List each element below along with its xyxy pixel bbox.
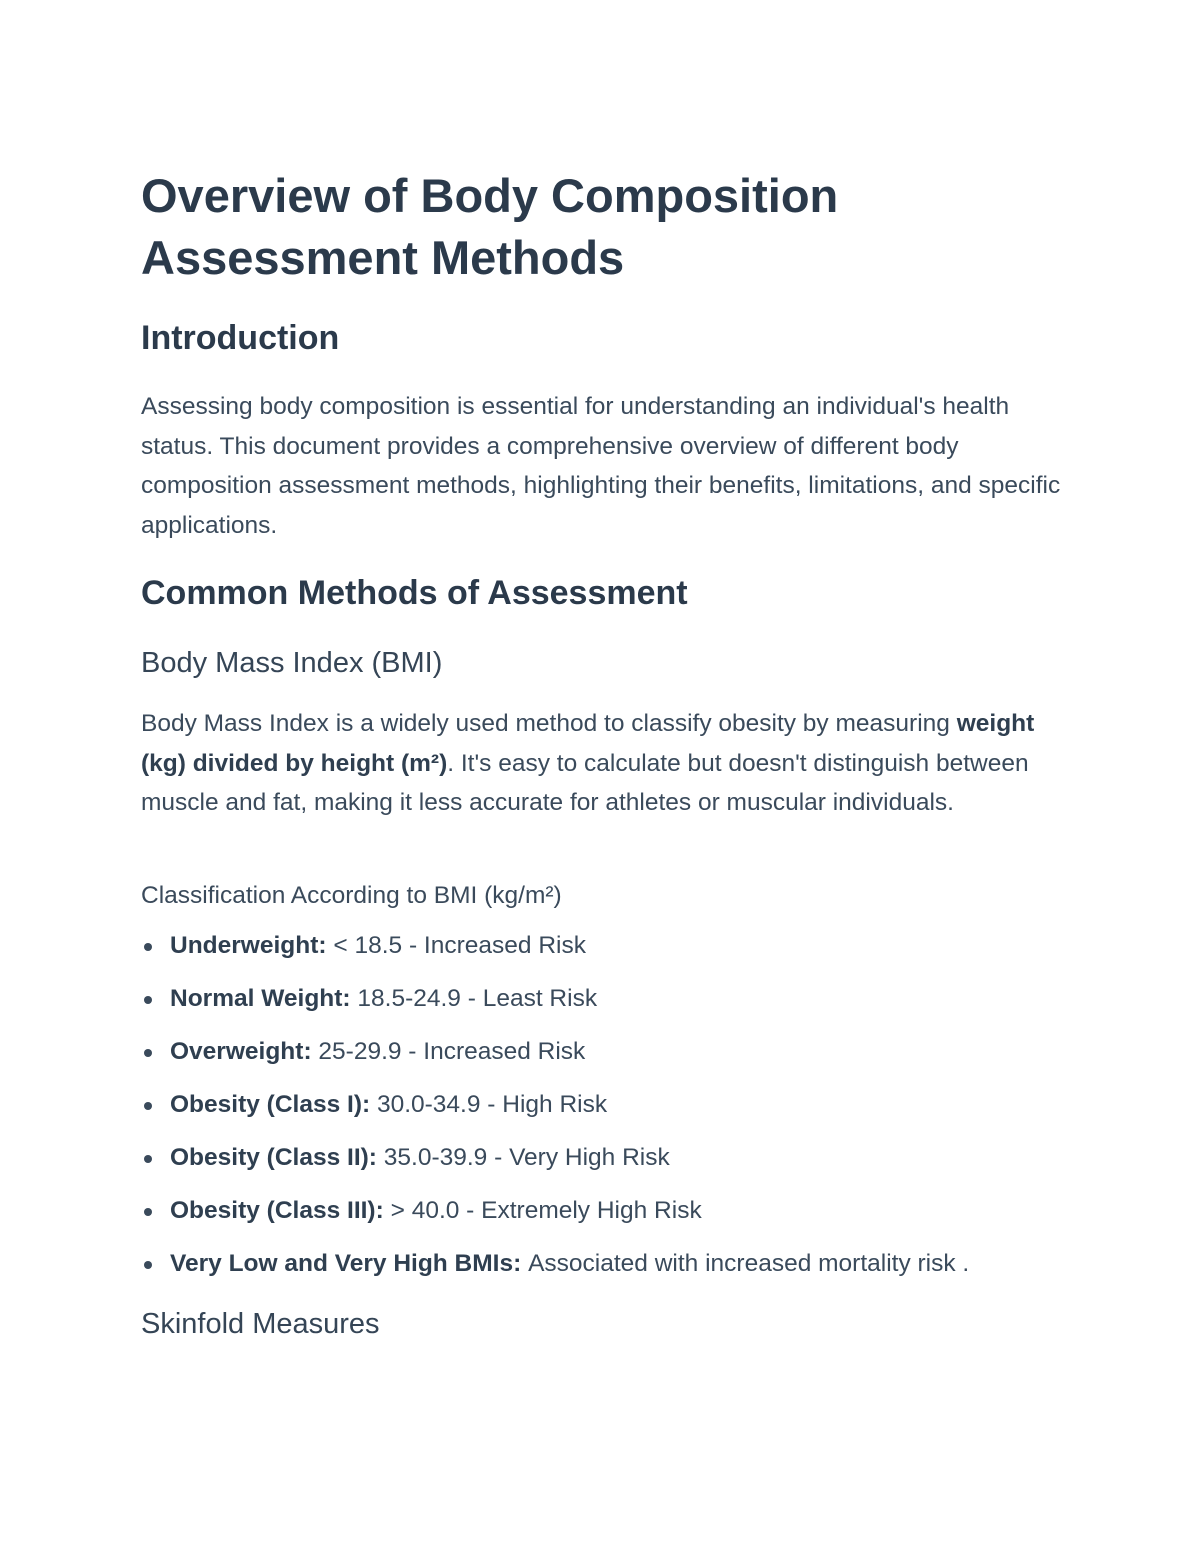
introduction-paragraph: Assessing body composition is essential for understanding an individual's health status. This document provides a comprehensive overview of different body composition assessment methods, highlighting their benefits, limitations, and specific applications. [141,393,1061,539]
classification-value: 30.0-34.9 - High Risk [376,1091,608,1118]
list-item [141,1195,969,1248]
classification-separator: : [375,1197,391,1224]
classification-value: < 18.5 - Increased Risk [333,932,586,959]
classification-label: Very Low and Very High BMIs [170,1250,514,1277]
classification-separator: : [513,1250,529,1277]
bullet-icon [144,1261,152,1269]
classification-value: 25-29.9 - Increased Risk [318,1038,586,1065]
classification-label: Overweight [170,1038,304,1065]
list-item [141,1142,969,1195]
classification-label: Underweight [170,932,319,959]
classification-label: Obesity (Class I) [170,1091,362,1118]
bullet-icon [144,996,152,1004]
subsection-heading-bmi: Body Mass Index (BMI) [141,647,443,679]
bullet-icon [144,1049,152,1057]
classification-label: Obesity (Class II) [170,1144,369,1171]
bullet-icon [144,1155,152,1163]
bullet-icon [144,943,152,951]
bmi-paragraph-text-end: . It's easy to calculate but doesn't distinguish between muscle and fat, making it less accurate for athletes or muscular individuals. [141,749,1029,816]
bmi-classification-list [141,930,969,1301]
classification-separator: : [303,1038,319,1065]
bmi-formula-emphasis: weight (kg) divided by height (m²) [141,710,1035,777]
classification-separator: : [361,1091,377,1118]
list-item [141,1036,969,1089]
list-item [141,1248,969,1301]
bmi-paragraph-text-start: Body Mass Index is a widely used method to classify obesity by measuring [141,710,957,737]
classification-value: 18.5-24.9 - Least Risk [357,985,598,1012]
classification-separator: : [318,932,334,959]
classification-label: Normal Weight [170,985,343,1012]
page-title: Overview of Body Composition Assessment Methods [141,169,839,284]
classification-value: > 40.0 - Extremely High Risk [390,1197,702,1224]
bmi-paragraph [141,704,1066,823]
bullet-icon [144,1102,152,1110]
classification-value: Associated with increased mortality risk . [528,1250,970,1277]
classification-label: Obesity (Class III) [170,1197,376,1224]
bmi-classification-heading: Classification According to BMI (kg/m²) [141,882,562,909]
subsection-heading-skinfold: Skinfold Measures [141,1308,380,1340]
bullet-icon [144,1208,152,1216]
list-item [141,1089,969,1142]
list-item [141,930,969,983]
classification-separator: : [342,985,358,1012]
section-heading-common-methods: Common Methods of Assessment [141,574,688,612]
classification-separator: : [368,1144,384,1171]
classification-value: 35.0-39.9 - Very High Risk [383,1144,670,1171]
section-heading-introduction: Introduction [141,319,340,357]
list-item [141,983,969,1036]
